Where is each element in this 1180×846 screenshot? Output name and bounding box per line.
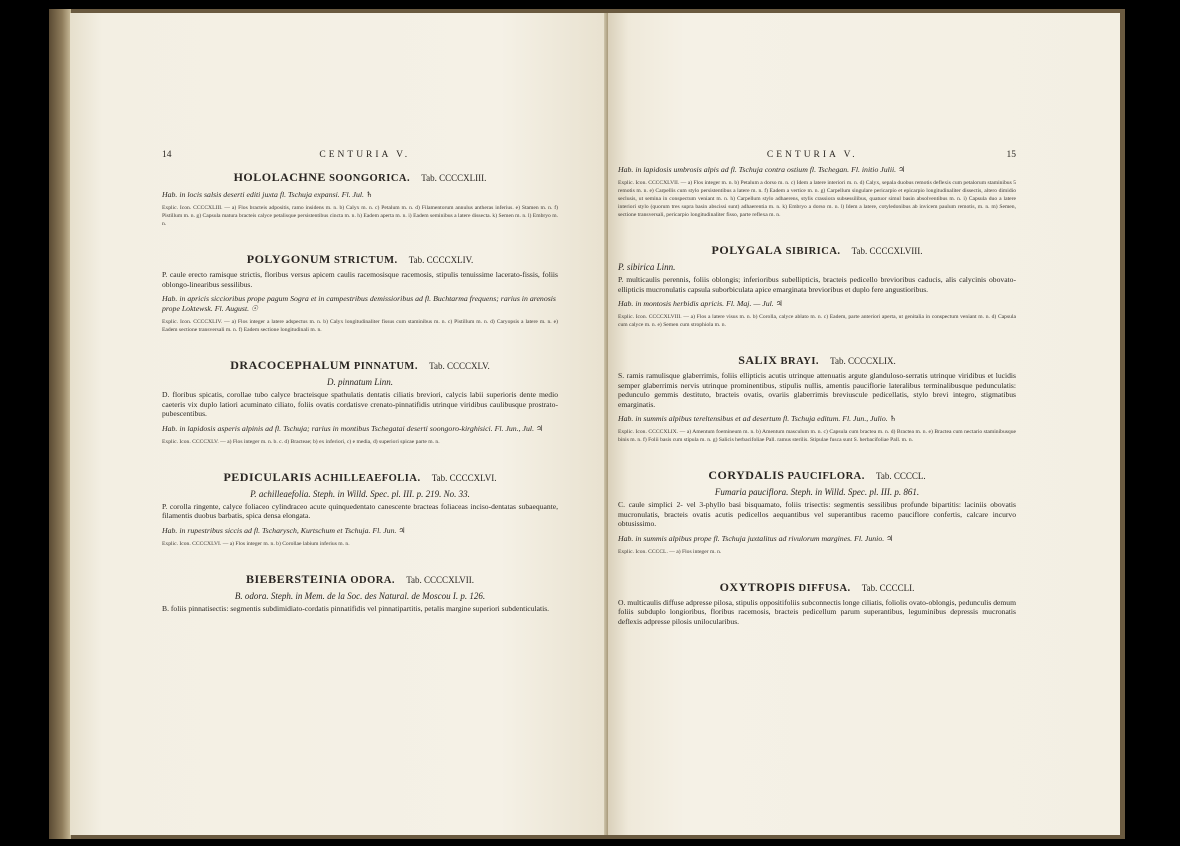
right-page-text: [618, 150, 1016, 626]
species-name: ODORA.: [350, 574, 396, 586]
plate-number: Tab. CCCCXLIII.: [421, 173, 487, 183]
genus-name: CORYDALIS: [708, 468, 785, 482]
plate-number: Tab. CCCCL.: [876, 471, 926, 481]
species-name: SIBIRICA.: [785, 246, 841, 257]
description-text: P. corolla ringente, calyce foliaceo cylindraceo acute quinquedentato canescente bracteas foliaceas inciso-dentatas subaequante, filamentis duobus barbatis, spica densa elongata.: [162, 501, 558, 520]
entry-heading: [162, 358, 558, 373]
habitat-text: Hab. in lapidosis umbrosis alpis ad fl. Tschuja contra ostium fl. Tschegan. Fl. initio Julii. ♃: [618, 165, 906, 174]
genus-name: BIEBERSTEINIA: [246, 571, 348, 586]
plate-number: Tab. CCCCLI.: [861, 582, 915, 593]
description-text: B. foliis pinnatisectis: segmentis subdimidiato-cordatis pinnatifidis vel pinnatipartitis, petalis margine superiori subdenticulatis.: [162, 603, 550, 613]
entry-heading: [618, 243, 1016, 258]
entry-heading: [618, 468, 1016, 483]
genus-name: SALIX: [738, 353, 778, 367]
plate-explanation: Explic. Icon. CCCCXLIII. — a) Flos bracteis adpositis, ramo insidens m. n. b) Calyx m. n. c) Petalum m. n. d) Filamentorum annulus antheras inferius. e) Stamen m. n. f) Pistillum m. n. g) Capsula matura bracteis calyce petalisque persistentibus cincta m. n. h) Eadem aperta m. n. i) Eadem seminibus a latere dissecta. k) Semen m. n. l) Embryo m. n.: [162, 205, 558, 227]
genus-name: HOLOLACHNE: [233, 170, 326, 184]
habitat-text: Hab. in summis alpibus tereltensibus et ad desertum fl. Tschuja editum. Fl. Jun., Julio. ♄: [618, 414, 897, 423]
synonym-text: B. odora. Steph. in Mem. de la Soc. des Natural. de Moscou I. p. 126.: [234, 590, 486, 601]
species-name: STRICTUM.: [333, 255, 398, 266]
genus-name: PEDICULARIS: [223, 469, 312, 484]
plate-explanation: Explic. Icon. CCCCXLVI. — a) Flos integer m. n. b) Corollae labium inferius m. n.: [162, 540, 350, 547]
description-text: P. multicaulis perennis, foliis oblongis; inferioribus subellipticis, bracteis pedicello brevioribus caducis, alis calycinis obovato-ellipticis mucronulatis capsula suborbiculata apice emarginata brevioribus et duplo fere angustioribus.: [618, 275, 1016, 294]
entry-heading: [618, 353, 1016, 368]
synonym-text: Fumaria pauciflora. Steph. in Willd. Spec. pl. III. p. 861.: [714, 487, 920, 497]
right-page-number: 15: [1006, 150, 1016, 160]
left-running-head: [162, 150, 558, 160]
left-page-number: 14: [162, 150, 172, 160]
entry-heading: [162, 470, 558, 485]
description-text: O. multicaulis diffuse adpresse pilosa, stipulis oppositifoliis subconnectis longe ciliatis, foliolis ovato-oblongis, pedunculis demum foliis subduplo longioribus, floribus racemosis, bracteis pedicellum parum superantibus, leguminibus depressis mucronatis deflexis adpresse pilosis unilocularibus.: [618, 597, 1016, 626]
species-name: DIFFUSA.: [798, 582, 851, 594]
left-page-text: [162, 150, 558, 613]
entry-heading: [618, 580, 1016, 595]
species-name: BRAYI.: [780, 356, 820, 367]
plate-number: Tab. CCCCXLVIII.: [851, 246, 923, 256]
habitat-text: Hab. in montosis herbidis apricis. Fl. Maj. — Jul. ♃: [618, 299, 783, 308]
right-running-head: [618, 150, 1016, 160]
plate-explanation: Explic. Icon. CCCCXLIX. — a) Amentum foemineum m. n. b) Amentum masculum m. n. c) Capsula cum bractea m. n. d) Bractea m. n. e) Bractea cum nectario staminibusque binis m. n. f) Folii basis cum stipula m. n. g) Salicis herbacifoliae Pall. ramus sterilis. Stipulae fusca sunt S. herbacifoliae Pall. m. n.: [618, 429, 1016, 443]
species-name: ACHILLEAEFOLIA.: [314, 472, 421, 484]
habitat-text: Hab. in lapidosis asperis alpinis ad fl. Tschuja; rarius in montibus Tschegatai deserti soongoro-kirghisici. Fl. Jun., Jul. ♃: [162, 423, 543, 433]
plate-explanation: Explic. Icon. CCCCL. — a) Flos integer m. n.: [618, 548, 722, 555]
description-text: P. caule erecto ramisque strictis, floribus versus apicem caulis racemosisque racemosis, stipulis tenuissime lacerato-fissis, foliis oblongo-linearibus sessilibus.: [162, 270, 558, 289]
synonym-text: P. sibirica Linn.: [618, 262, 676, 272]
genus-name: OXYTROPIS: [719, 579, 796, 594]
book-edge: [49, 9, 71, 839]
plate-explanation: Explic. Icon. CCCCXLVIII. — a) Flos a latere visus m. n. b) Corolla, calyce ablato m. n. c) Eadem, parte anteriori aperta, ut genitalia in conspectum veniant m. n. d) Capsula cum calyce m. n. e) Semen cum strophiola m. n.: [618, 314, 1016, 328]
plate-number: Tab. CCCCXLIV.: [408, 255, 474, 265]
plate-explanation: Explic. Icon. CCCCXLIV. — a) Flos integer a latere adspectus m. n. b) Calyx longitudinaliter fissus cum staminibus m. n. c) Pistillum m. n. d) Caryopsis a latere m. n. e) Eadem sectione transversali m. n. f) Eadem sectione longitudinali m. n.: [162, 319, 558, 333]
synonym-text: P. achilleaefolia. Steph. in Willd. Spec. pl. III. p. 219. No. 33.: [250, 488, 470, 499]
synonym-text: D. pinnatum Linn.: [326, 377, 393, 387]
right-page: [608, 13, 1120, 835]
description-text: D. floribus spicatis, corollae tubo calyce bracteisque spathulatis dentatis ciliatis breviori, calycis labii superioris dente medio caeteris vix duplo latiori acuminato ciliato, foliis ovatis cordatisve crenato-pinnatifidis utrinque viridibus caulibusque prostrato-pubescentibus.: [162, 390, 558, 418]
plate-number: Tab. CCCCXLIX.: [830, 356, 896, 366]
entry-heading: [162, 170, 558, 185]
species-name: PAUCIFLORA.: [787, 471, 865, 482]
species-name: SOONGORICA.: [329, 173, 411, 184]
plate-number: Tab. CCCCXLVII.: [406, 574, 474, 585]
habitat-text: Hab. in locis salsis deserti editi juxta fl. Tschuja expansi. Fl. Jul. ♄: [162, 190, 373, 199]
habitat-text: Hab. in summis alpibus prope fl. Tschuja juxtalitus ad rivulorum margines. Fl. Junio. ♃: [618, 533, 894, 543]
genus-name: DRACOCEPHALUM: [230, 358, 351, 372]
plate-explanation: Explic. Icon. CCCCXLVII. — a) Flos integer m. n. b) Petalum a dorso m. n. c) Idem a latere interiori m. n. d) Calyx, sepala duobus remotis deflexis cum petalorum staminibus 5 remotis m. n. e) Carpellis cum stylo persistentibus a latere m. n. f) Eadem a vertice m. n. g) Carpellum singulare pericarpio et epicarpio longitudinaliter dissectis, altero dimidio seclusis, ut semina in conspectum veniant m. n. h) Carpellum stylo adhaerens, stylis crassiora subsessilibus, quatuor simul basin absolventibus m. n. i) Capsula duo a latere interiori stylo (quorum tres supra basin abscissi sunt) adhaerentia m. n. k) Embryo a dorso m. n. l) Idem a latere, cotyledonibus ab invicem paulum remotis, m. n. m) Semen, sectione transversali, pericarpio longitudinaliter fisso, parte reflexa m. n.: [618, 180, 1016, 218]
species-name: PINNATUM.: [353, 361, 418, 372]
description-text: C. caule simplici 2- vel 3-phyllo basi bisquamato, foliis trisectis: segmentis sessilibus profunde bipartitis: laciniis obovatis mucronulatis, bracteis ovatis acutis pedicellos aequantibus vel superantibus racemo pauciflore confertis, calcare incurvo obtusissimo.: [618, 500, 1016, 528]
entry-heading: [162, 572, 558, 587]
description-text: S. ramis ramulisque glaberrimis, foliis ellipticis acutis utrinque attenuatis argute glanduloso-serratis utrinque viridibus et lucidis semper glaberrimis nervis utrinque prominentibus, stipulis nullis, amentis pauciflorie lateralibus terminalibusque pedunculatis: pedunculo gemmis destituto, bracteis ovatis, ovariis glaberrimis breviuscule pedicellatis, stylo brevi integro, stigmatibus emarginatis.: [618, 371, 1016, 409]
entry-heading: [162, 252, 558, 267]
plate-number: Tab. CCCCXLVI.: [431, 472, 497, 483]
plate-number: Tab. CCCCXLV.: [429, 361, 490, 371]
habitat-text: Hab. in rupestribus siccis ad fl. Tscharysch, Kurtschum et Tschuja. Fl. Jun. ♃: [162, 525, 406, 535]
genus-name: POLYGALA: [711, 243, 783, 257]
right-running-title: CENTURIA V.: [766, 150, 858, 160]
left-running-title: CENTURIA V.: [319, 150, 411, 160]
left-page: [70, 13, 608, 835]
habitat-text: Hab. in apricis siccioribus prope pagum Sogra et in campestribus demissioribus ad fl. Buchtarma frequens; rarius in arenosis prope Loktewsk. Fl. August. ☉: [162, 294, 556, 313]
plate-explanation: Explic. Icon. CCCCXLV. — a) Flos integer m. n. b. c. d) Bracteae; b) ex inferiori, c) e media, d) superiori spicae parte m. n.: [162, 438, 440, 445]
genus-name: POLYGONUM: [246, 252, 331, 266]
